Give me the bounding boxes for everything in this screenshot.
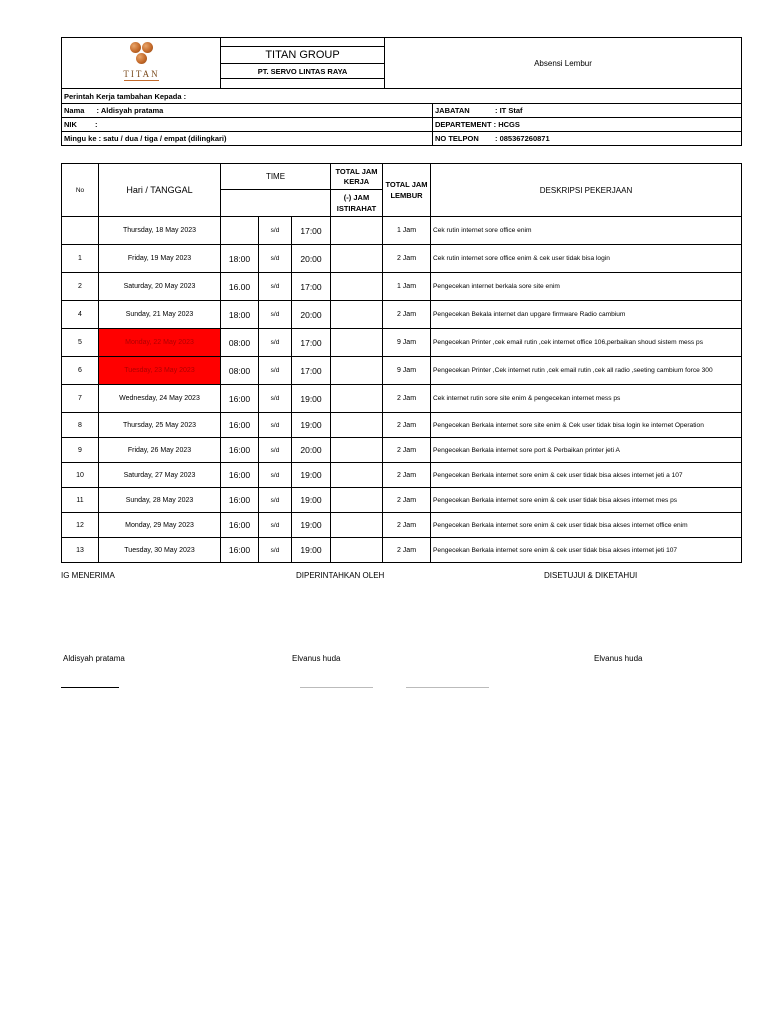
col-time: TIME [221,164,331,190]
row-end-time: 19:00 [292,513,331,538]
row-no: 1 [62,245,99,273]
row-start-time: 18:00 [221,245,259,273]
col-total-kerja: TOTAL JAM KERJA [331,164,383,190]
row-date: Friday, 19 May 2023 [99,245,221,273]
row-hours: 2 Jam [383,301,431,329]
row-date: Saturday, 27 May 2023 [99,463,221,488]
header-table [61,37,742,146]
row-end-time: 20:00 [292,301,331,329]
approved-label: DISETUJUI & DIKETAHUI [544,571,638,580]
table-row [62,217,742,245]
row-date: Sunday, 21 May 2023 [99,301,221,329]
row-total-kerja [331,357,383,385]
row-end-time: 19:00 [292,538,331,563]
row-total-kerja [331,329,383,357]
row-no: 7 [62,385,99,413]
row-hours: 2 Jam [383,385,431,413]
row-total-kerja [331,538,383,563]
logo-text: TITAN [123,69,160,79]
table-row [62,385,742,413]
departement-value: : HCGS [493,120,520,129]
company-name: PT. SERVO LINTAS RAYA [221,64,385,79]
row-sd: s/d [259,463,292,488]
row-no: 8 [62,413,99,438]
jabatan-row [433,104,742,118]
row-end-time: 19:00 [292,488,331,513]
telpon-value: : 085367260871 [495,134,550,143]
table-row [62,538,742,563]
row-sd: s/d [259,513,292,538]
row-desc: Cek rutin internet sore office enim & cek user tidak bisa login [431,245,742,273]
nik-value: : [95,120,98,129]
row-hours: 2 Jam [383,513,431,538]
table-row [62,329,742,357]
row-desc: Pengecekan Berkala internet sore enim & cek user tidak bisa akses internet jeti a 107 [431,463,742,488]
row-start-time: 16:00 [221,413,259,438]
row-no: 2 [62,273,99,301]
logo-cell [62,38,221,89]
row-end-time: 17:00 [292,329,331,357]
row-hours: 1 Jam [383,217,431,245]
receiver-signature-line [61,687,119,688]
row-end-time: 19:00 [292,463,331,488]
departement-label: DEPARTEMENT [435,120,492,129]
row-desc: Cek rutin internet sore office enim [431,217,742,245]
row-desc: Cek internet rutin sore site enim & pengecekan internet mess ps [431,385,742,413]
row-total-kerja [331,385,383,413]
row-end-time: 17:00 [292,357,331,385]
table-row [62,357,742,385]
col-desc: DESKRIPSI PEKERJAAN [431,164,742,217]
ordered-by-label: DIPERINTAHKAN OLEH [296,571,385,580]
table-row [62,413,742,438]
logo-ball-icon [130,42,141,53]
col-total-lembur: TOTAL JAM LEMBUR [383,164,431,217]
row-end-time: 20:00 [292,438,331,463]
row-sd: s/d [259,301,292,329]
row-desc: Pengecekan Berkala internet sore enim & cek user tidak bisa akses internet mes ps [431,488,742,513]
telpon-label: NO TELPON [435,134,479,143]
row-date: Wednesday, 24 May 2023 [99,385,221,413]
table-row [62,488,742,513]
row-sd: s/d [259,245,292,273]
row-total-kerja [331,513,383,538]
row-end-time: 20:00 [292,245,331,273]
row-date: Tuesday, 30 May 2023 [99,538,221,563]
row-hours: 2 Jam [383,245,431,273]
table-row [62,273,742,301]
row-start-time: 08:00 [221,357,259,385]
row-date: Monday, 22 May 2023 [99,329,221,357]
approved-signature-line [406,687,489,688]
receiver-label: IG MENERIMA [61,571,115,580]
row-no: 6 [62,357,99,385]
nik-row [62,118,433,132]
row-sd: s/d [259,273,292,301]
jabatan-label: JABATAN [435,106,470,115]
row-no: 13 [62,538,99,563]
telpon-row [433,132,742,146]
ordered-by-name: Elvanus huda [292,654,341,663]
row-total-kerja [331,273,383,301]
table-row [62,245,742,273]
row-desc: Pengecekan Berkala internet sore enim & cek user tidak bisa akses internet jeti 107 [431,538,742,563]
row-no: 9 [62,438,99,463]
row-no: 11 [62,488,99,513]
row-no: 5 [62,329,99,357]
row-no [62,217,99,245]
row-sd: s/d [259,488,292,513]
row-start-time: 16:00 [221,438,259,463]
departement-row [433,118,742,132]
row-desc: Pengecekan Berkala internet sore port & Perbaikan printer jeti A [431,438,742,463]
overtime-table [61,163,742,563]
name-row [62,104,433,118]
row-start-time [221,217,259,245]
row-desc: Pengecekan Berkala internet sore site enim & Cek user tidak bisa login ke internet Operation [431,413,742,438]
row-no: 10 [62,463,99,488]
col-date: Hari / TANGGAL [99,164,221,217]
row-start-time: 08:00 [221,329,259,357]
row-sd: s/d [259,217,292,245]
col-istirahat: (-) JAM ISTIRAHAT [331,190,383,217]
logo-ball-icon [142,42,153,53]
row-sd: s/d [259,538,292,563]
row-end-time: 17:00 [292,273,331,301]
row-start-time: 16:00 [221,463,259,488]
row-total-kerja [331,301,383,329]
row-end-time: 19:00 [292,385,331,413]
week-label: Mingu ke : satu / dua / tiga / empat (dilingkari) [62,132,433,146]
approved-name: Elvanus huda [594,654,643,663]
row-date: Monday, 29 May 2023 [99,513,221,538]
ordered-by-signature-line [300,687,373,688]
row-date: Tuesday, 23 May 2023 [99,357,221,385]
row-desc: Pengecekan Printer ,Cek internet rutin ,cek email rutin ,cek all radio ,seeting cambium force 300 [431,357,742,385]
row-date: Friday, 26 May 2023 [99,438,221,463]
receiver-name: Aldisyah pratama [63,654,125,663]
row-date: Saturday, 20 May 2023 [99,273,221,301]
row-desc: Pengecekan Printer ,cek email rutin ,cek internet office 106,perbaikan shoud sistem mess ps [431,329,742,357]
form-title: Absensi Lembur [385,38,742,89]
row-date: Sunday, 28 May 2023 [99,488,221,513]
table-row [62,301,742,329]
row-sd: s/d [259,438,292,463]
row-date: Thursday, 25 May 2023 [99,413,221,438]
row-no: 12 [62,513,99,538]
row-start-time: 18:00 [221,301,259,329]
row-end-time: 19:00 [292,413,331,438]
row-total-kerja [331,413,383,438]
name-label: Nama [64,106,85,115]
jabatan-value: : IT Staf [495,106,523,115]
row-desc: Pengecekan Bekala internet dan upgare firmware Radio cambium [431,301,742,329]
row-start-time: 16:00 [221,513,259,538]
row-sd: s/d [259,413,292,438]
row-hours: 2 Jam [383,438,431,463]
row-hours: 2 Jam [383,463,431,488]
order-label: Perintah Kerja tambahan Kepada : [62,89,742,104]
row-start-time: 16:00 [221,488,259,513]
row-hours: 1 Jam [383,273,431,301]
row-start-time: 16:00 [221,538,259,563]
nik-label: NIK [64,120,77,129]
row-start-time: 16.00 [221,273,259,301]
row-total-kerja [331,463,383,488]
table-row [62,463,742,488]
col-no: No [62,164,99,217]
row-desc: Pengecekan internet berkala sore site enim [431,273,742,301]
name-value: : Aldisyah pratama [96,106,164,115]
row-hours: 2 Jam [383,488,431,513]
table-row [62,438,742,463]
row-total-kerja [331,245,383,273]
row-end-time: 17:00 [292,217,331,245]
row-total-kerja [331,438,383,463]
row-hours: 9 Jam [383,357,431,385]
row-hours: 2 Jam [383,413,431,438]
table-row [62,513,742,538]
row-sd: s/d [259,385,292,413]
company-group: TITAN GROUP [221,47,385,64]
row-no: 4 [62,301,99,329]
row-sd: s/d [259,357,292,385]
row-desc: Pengecekan Berkala internet sore enim & cek user tidak bisa akses internet office enim [431,513,742,538]
titan-logo [62,38,221,88]
row-total-kerja [331,488,383,513]
row-hours: 9 Jam [383,329,431,357]
row-hours: 2 Jam [383,538,431,563]
row-date: Thursday, 18 May 2023 [99,217,221,245]
row-total-kerja [331,217,383,245]
logo-ball-icon [136,53,147,64]
row-start-time: 16:00 [221,385,259,413]
row-sd: s/d [259,329,292,357]
